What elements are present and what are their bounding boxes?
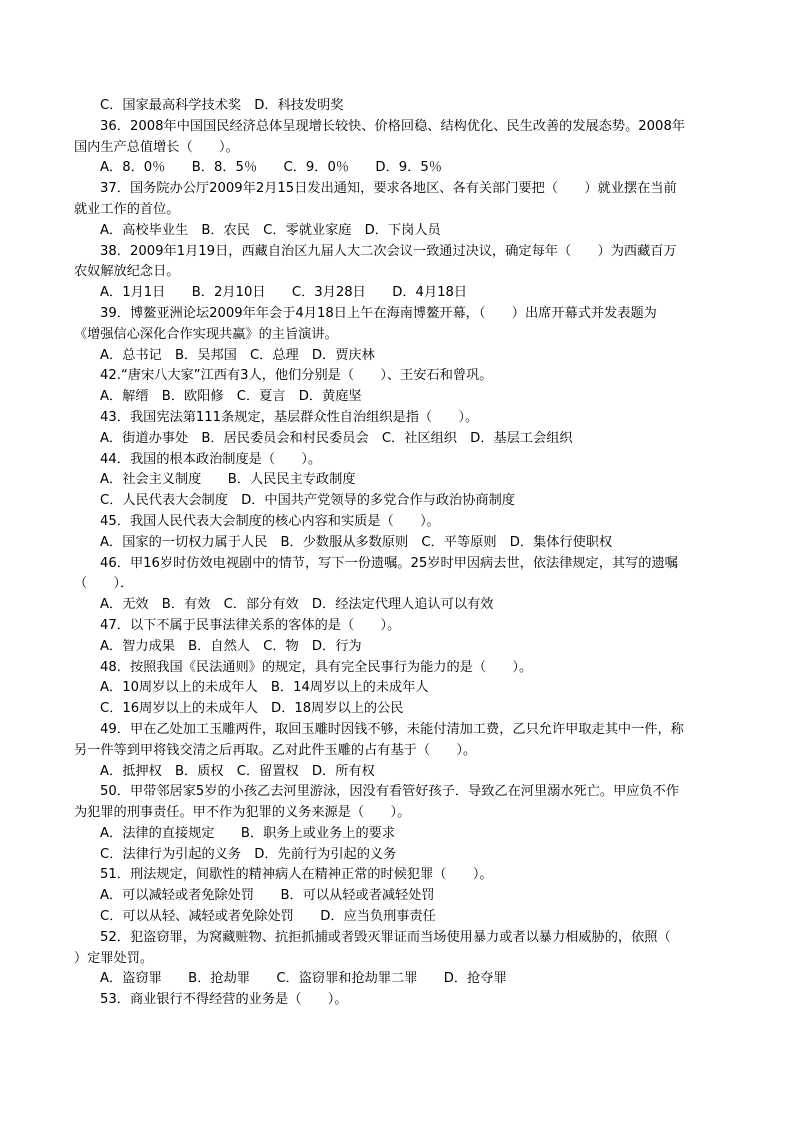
- text-line: A．8．0％ B．8．5％ C．9．0％ D．9．5％: [100, 160, 442, 176]
- text-line: A．国家的一切权力属于人民 B．少数服从多数原则 C．平等原则 D．集体行使职权: [100, 534, 613, 550]
- document-body: [74, 96, 720, 1011]
- text-line: （ ）．: [74, 576, 134, 592]
- text-line: C．16周岁以上的未成年人 D．18周岁以上的公民: [100, 701, 404, 717]
- text-line: 46．甲16岁时仿效电视剧中的情节，写下一份遗嘱。25岁时甲因病去世，依法律规定，其写的遗嘱: [100, 555, 678, 571]
- text-line: 51．刑法规定，间歇性的精神病人在精神正常的时候犯罪（ ）。: [100, 867, 493, 883]
- text-line: 53．商业银行不得经营的业务是（ ）。: [100, 992, 348, 1008]
- text-line: 47．以下不属于民事法律关系的客体的是（ ）。: [100, 617, 401, 633]
- text-line: C．法律行为引起的义务 D．先前行为引起的义务: [100, 846, 397, 862]
- text-line: 国内生产总值增长（ ）。: [74, 139, 239, 155]
- text-line: 52．犯盗窃罪，为窝藏赃物、抗拒抓捕或者毁灭罪证而当场使用暴力或者以暴力相威胁的，依照（: [100, 929, 671, 945]
- text-line: 42.“唐宋八大家”江西有3人，他们分别是（ ）、王安石和曾巩。: [100, 368, 493, 384]
- text-line: C．可以从轻、减轻或者免除处罚 D．应当负刑事责任: [100, 909, 436, 925]
- text-line: 49．甲在乙处加工玉雕两件，取回玉雕时因钱不够，未能付清加工费，乙只允许甲取走其中一件，称: [100, 721, 684, 737]
- text-line: 44．我国的根本政治制度是（ ）。: [100, 451, 322, 467]
- text-line: 36．2008年中国国民经济总体呈现增长较快、价格回稳、结构优化、民生改善的发展态势。2008年: [100, 118, 686, 134]
- text-line: 50．甲带邻居家5岁的小孩乙去河里游泳，因没有看管好孩子．导致乙在河里溺水死亡。甲应负不作: [100, 784, 680, 800]
- text-line: 为犯罪的刑事责任。甲不作为犯罪的义务来源是（ ）。: [74, 805, 411, 821]
- text-line: 37．国务院办公厅2009年2月15日发出通知，要求各地区、各有关部门要把（ ）就业摆在当前: [100, 181, 677, 197]
- text-line: 48．按照我国《民法通则》的规定，具有完全民事行为能力的是（ ）。: [100, 659, 533, 675]
- text-line: A．解缙 B．欧阳修 C．夏言 D．黄庭坚: [100, 389, 362, 405]
- text-line: A．法律的直接规定 B．职务上或业务上的要求: [100, 825, 396, 841]
- text-line: A．社会主义制度 B．人民民主专政制度: [100, 472, 356, 488]
- text-line: 38．2009年1月19日，西藏自治区九届人大二次会议一致通过决议，确定每年（ ）为西藏百万: [100, 243, 677, 259]
- text-line: 就业工作的首位。: [74, 201, 180, 217]
- text-line: A．盗窃罪 B．抢劫罪 C．盗窃罪和抢劫罪二罪 D．抢夺罪: [100, 971, 507, 987]
- text-line: C．国家最高科学技术奖 D．科技发明奖: [100, 98, 344, 113]
- text-line: A．总书记 B．吴邦国 C．总理 D．贾庆林: [100, 347, 375, 363]
- text-line: A．抵押权 B．质权 C．留置权 D．所有权: [100, 763, 375, 779]
- text-line: A．街道办事处 B．居民委员会和村民委员会 C．社区组织 D．基层工会组织: [100, 430, 573, 446]
- text-line: 农奴解放纪念日。: [74, 264, 180, 280]
- text-line: A．可以减轻或者免除处罚 B．可以从轻或者减轻处罚: [100, 888, 435, 904]
- text-line: A．1月1日 B．2月10日 C．3月28日 D．4月18日: [100, 285, 468, 301]
- text-line: 《增强信心深化合作实现共赢》的主旨演讲。: [74, 326, 338, 342]
- text-line: A．无效 B．有效 C．部分有效 D．经法定代理人追认可以有效: [100, 597, 494, 613]
- text-line: 43．我国宪法第111条规定，基层群众性自治组织是指（ ）。: [100, 409, 479, 425]
- text-line: A．高校毕业生 B．农民 C．零就业家庭 D．下岗人员: [100, 222, 441, 238]
- text-line: C．人民代表大会制度 D．中国共产党领导的多党合作与政治协商制度: [100, 493, 515, 509]
- text-line: ）定罪处罚。: [74, 950, 154, 966]
- text-line: 45．我国人民代表大会制度的核心内容和实质是（ ）。: [100, 513, 440, 529]
- text-line: 另一件等到甲将钱交清之后再取。乙对此件玉雕的占有基于（ ）。: [74, 742, 477, 758]
- text-line: A．10周岁以上的未成年人 B．14周岁以上的未成年人: [100, 680, 429, 696]
- text-line: 39．博鳌亚洲论坛2009年年会于4月18日上午在海南博鳌开幕，（ ）出席开幕式并发表题为: [100, 305, 657, 321]
- text-line: A．智力成果 B．自然人 C．物 D．行为: [100, 638, 362, 654]
